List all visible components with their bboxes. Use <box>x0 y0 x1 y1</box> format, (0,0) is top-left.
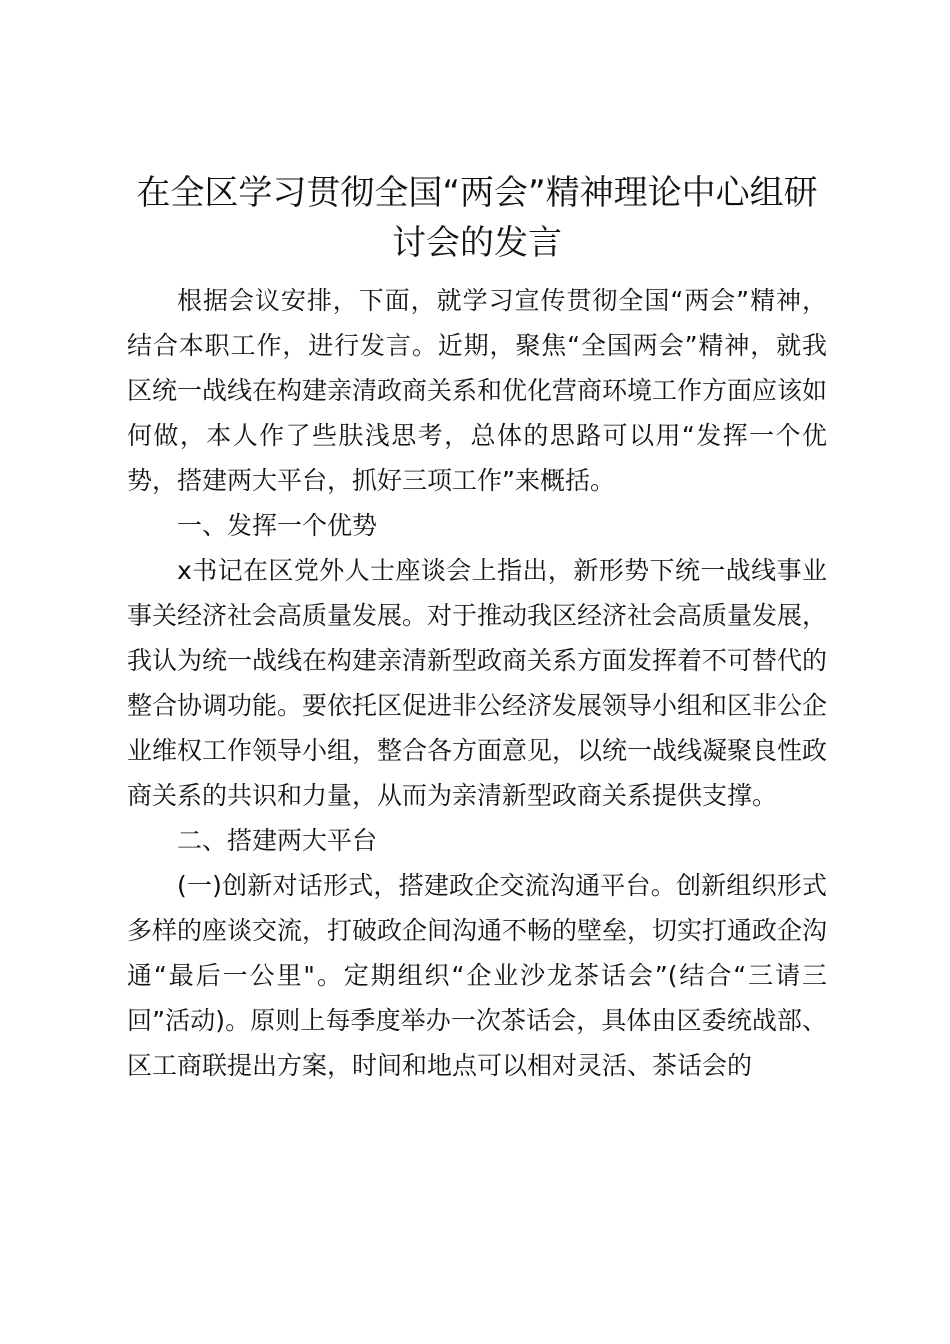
document-title: 在全区学习贯彻全国“两会”精神理论中心组研讨会的发言 <box>136 173 818 263</box>
section-1-paragraph: x书记在区党外人士座谈会上指出，新形势下统一战线事业事关经济社会高质量发展。对于推动我区经济社会高质量发展，我认为统一战线在构建亲清新型政商关系方面发挥着不可替代的整合协调功能。要依托区促进非公经济发展领导小组和区非公企业维权工作领导小组，整合各方面意见，以统一战线凝聚良性政商关系的共识和力量，从而为亲清新型政商关系提供支撑。 <box>127 556 828 810</box>
section-1-heading: 一、发挥一个优势 <box>177 511 378 540</box>
section-2-paragraph: (一)创新对话形式，搭建政企交流沟通平台。创新组织形式多样的座谈交流，打破政企间沟通不畅的壁垒，切实打通政企沟通“最后一公里"。定期组织“企业沙龙茶话会”(结合“三请三回”活动)。原则上每季度举办一次茶话会，具体由区委统战部、区工商联提出方案，时间和地点可以相对灵活、茶话会的 <box>127 871 828 1080</box>
section-2-heading: 二、搭建两大平台 <box>177 826 378 855</box>
document-body <box>127 168 827 1088</box>
intro-paragraph: 根据会议安排，下面，就学习宣传贯彻全国“两会”精神，结合本职工作，进行发言。近期，聚焦“全国两会”精神，就我区统一战线在构建亲清政商关系和优化营商环境工作方面应该如何做，本人作了些肤浅思考，总体的思路可以用“发挥一个优势，搭建两大平台，抓好三项工作”来概括。 <box>127 286 828 495</box>
